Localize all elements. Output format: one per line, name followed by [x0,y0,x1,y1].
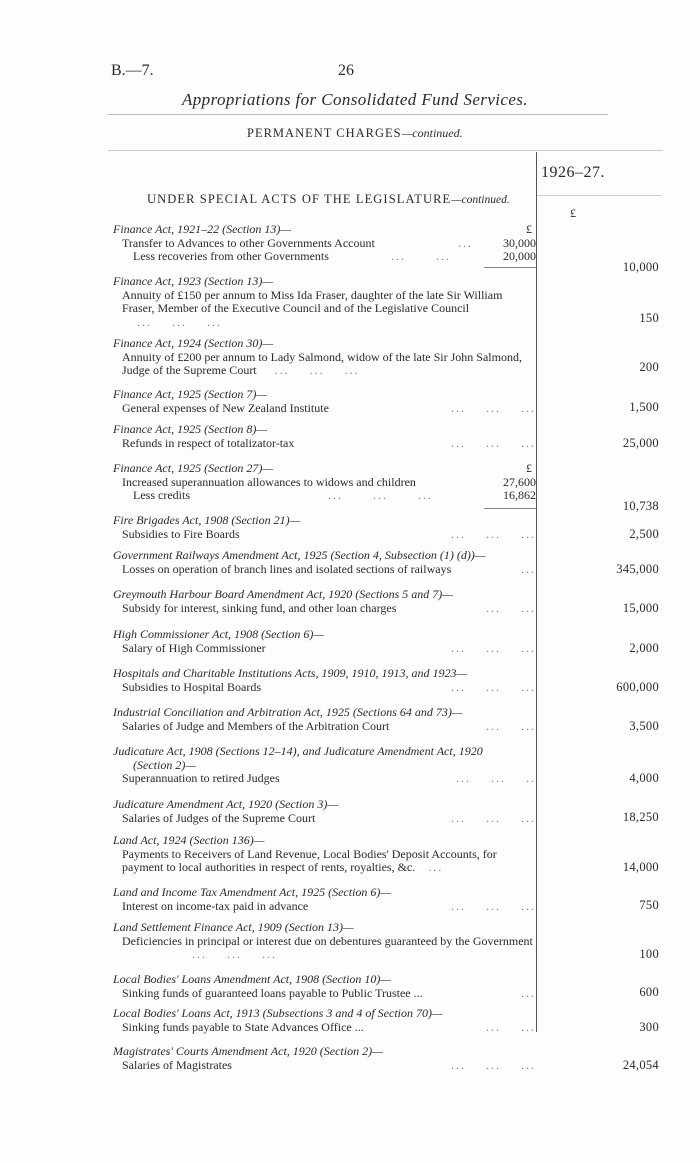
subtitle-text: PERMANENT CHARGES [247,126,402,140]
entry-total: 10,738 [622,499,659,513]
sub-currency-symbol: £ [526,461,532,475]
section-heading [147,192,510,207]
act-title: Government Railways Amendment Act, 1925 (Section 4, Subsection (1) (d))— [113,548,486,562]
entry-description: Refunds in respect of totalizator-tax [122,435,295,450]
entry-total: 600,000 [616,680,659,694]
act-title: High Commissioner Act, 1908 (Section 6)— [113,627,325,641]
appropriation-entry: Land and Income Tax Amendment Act, 1925 (Section 6)— Interest on income-tax paid in advance ... ... ... [113,885,536,913]
entry-description: Salaries of Magistrates [122,1057,232,1072]
appropriation-entry: Magistrates' Courts Amendment Act, 1920 (Section 2)— Salaries of Magistrates ... ... ... [113,1044,536,1072]
entry-total: 15,000 [622,601,659,615]
subtotal-rule [484,508,536,509]
page-subtitle [247,126,463,141]
act-title: Fire Brigades Act, 1908 (Section 21)— [113,513,301,527]
appropriation-entry: Hospitals and Charitable Institutions Acts, 1909, 1910, 1913, and 1923— Subsidies to Hospital Boards ... ... ... [113,666,536,694]
entry-total: 150 [639,311,659,325]
entry-description: Subsidies to Hospital Boards [122,679,262,694]
act-title: Judicature Act, 1908 (Sections 12–14), and Judicature Amendment Act, 1920 [113,744,483,758]
appropriation-entry: Government Railways Amendment Act, 1925 (Section 4, Subsection (1) (d))— Losses on operation of branch lines and isolated sections of railways ... [113,548,536,576]
sub-currency-symbol: £ [526,222,532,236]
entry-total: 345,000 [616,562,659,576]
year-rule [537,195,662,196]
appropriation-entry: Finance Act, 1925 (Section 7)— General expenses of New Zealand Institute ... ... ... [113,387,536,415]
act-title: Finance Act, 1921–22 (Section 13)— [113,222,292,236]
appropriation-entry: Judicature Amendment Act, 1920 (Section 3)— Salaries of Judges of the Supreme Court ... ... ... [113,797,536,825]
entry-total: 10,000 [622,260,659,274]
subtitle-continued: —continued. [401,126,463,140]
appropriation-entry: Land Act, 1924 (Section 136)— Payments to Receivers of Land Revenue, Local Bodies' Deposit Accounts, for payment to local authorities in respect of rents, royalties, &c. ... [113,833,497,875]
appropriation-entry: Finance Act, 1925 (Section 8)— Refunds in respect of totalizator-tax ... ... ... [113,422,536,450]
entry-total: 4,000 [629,771,659,785]
entry-description: Salaries of Judges of the Supreme Court [122,810,316,825]
appropriation-entry: Finance Act, 1925 (Section 27)— £ Increased superannuation allowances to widows and children 27,600 Less credits ... ... ... 16,862 [113,462,536,503]
entry-description: Deficiencies in principal or interest due on debentures guaranteed by the Government [122,933,533,948]
currency-symbol: £ [570,206,576,220]
entry-line: Less recoveries from other Governments [133,249,329,264]
document-id: B.—7. [111,62,154,79]
appropriation-entry: High Commissioner Act, 1908 (Section 6)— Salary of High Commissioner ... ... ... [113,627,536,655]
act-title: Judicature Amendment Act, 1920 (Section 3)— [113,797,339,811]
entry-total: 2,000 [629,641,659,655]
entry-total: 100 [639,947,659,961]
act-title: Magistrates' Courts Amendment Act, 1920 (Section 2)— [113,1044,383,1058]
entry-line: Transfer to Advances to other Governments Account [122,235,375,250]
entry-description: Subsidy for interest, sinking fund, and other loan charges [122,600,397,615]
subtotal-rule [484,267,536,268]
entry-total: 18,250 [622,810,659,824]
entry-line: Less credits [133,488,190,503]
section-text: UNDER SPECIAL ACTS OF THE LEGISLATURE [147,192,452,206]
subtitle-rule [108,150,663,151]
section-continued: —continued. [451,194,510,206]
entry-total: 25,000 [622,436,659,450]
entry-description: Annuity of £150 per annum to Miss Ida Fraser, daughter of the late Sir William Fraser, Member of the Executive Council and of the Legislative Council [122,287,503,316]
act-title: Finance Act, 1925 (Section 8)— [113,422,268,436]
entry-description: Subsidies to Fire Boards [122,526,240,541]
appropriation-entry: Finance Act, 1923 (Section 13)— Annuity of £150 per annum to Miss Ida Fraser, daughter of the late Sir William Fraser, Member of the Executive Council and of the Legislative Council ... ... ... [113,274,503,329]
entry-line: Increased superannuation allowances to widows and children [122,474,416,489]
entry-total: 750 [639,898,659,912]
entry-total: 3,500 [629,719,659,733]
entry-description: General expenses of New Zealand Institute [122,400,329,415]
act-title: Land Act, 1924 (Section 136)— [113,833,265,847]
appropriation-entry: Land Settlement Finance Act, 1909 (Section 13)— Deficiencies in principal or interest due on debentures guaranteed by the Government ... ... ... [113,920,533,962]
year-column-header: 1926–27. [541,164,605,181]
sub-amount: 30,000 [503,235,536,250]
entry-description: Sinking funds of guaranteed loans payable to Public Trustee ... [122,985,423,1000]
entry-total: 24,054 [622,1058,659,1072]
entry-total: 300 [639,1020,659,1034]
entry-description: Interest on income-tax paid in advance [122,898,309,913]
act-title: Finance Act, 1924 (Section 30)— [113,336,274,350]
entry-description: Annuity of £200 per annum to Lady Salmond, widow of the late Sir John Salmond, Judge of the Supreme Court [122,349,522,378]
entry-total: 2,500 [629,527,659,541]
appropriation-entry: Local Bodies' Loans Act, 1913 (Subsections 3 and 4 of Section 70)— Sinking funds payable to State Advances Office ... ... ... [113,1006,536,1034]
page-number: 26 [338,62,354,79]
entry-total: 14,000 [622,860,659,874]
entry-total: 1,500 [629,400,659,414]
appropriation-entry: Local Bodies' Loans Amendment Act, 1908 (Section 10)— Sinking funds of guaranteed loans payable to Public Trustee ... ... [113,972,536,1000]
entry-description: Superannuation to retired Judges [122,771,280,786]
act-title: Local Bodies' Loans Act, 1913 (Subsections 3 and 4 of Section 70)— [113,1006,443,1020]
act-title: Land Settlement Finance Act, 1909 (Section 13)— [113,920,354,934]
act-title: Hospitals and Charitable Institutions Acts, 1909, 1910, 1913, and 1923— [113,666,468,680]
page-title: Appropriations for Consolidated Fund Services. [182,90,528,109]
appropriation-entry: Greymouth Harbour Board Amendment Act, 1920 (Sections 5 and 7)— Subsidy for interest, sinking fund, and other loan charges ... ... [113,587,536,615]
appropriation-entry: Fire Brigades Act, 1908 (Section 21)— Subsidies to Fire Boards ... ... ... [113,513,536,541]
act-title: Industrial Conciliation and Arbitration Act, 1925 (Sections 64 and 73)— [113,705,463,719]
entry-total: 600 [639,985,659,999]
act-title: Land and Income Tax Amendment Act, 1925 (Section 6)— [113,885,392,899]
appropriation-entry: Finance Act, 1924 (Section 30)— Annuity of £200 per annum to Lady Salmond, widow of the late Sir John Salmond, Judge of the Supreme Court ... ... ... [113,336,522,378]
column-divider [536,152,537,1032]
entry-description: Salaries of Judge and Members of the Arbitration Court [122,718,390,733]
sub-amount: 20,000 [503,249,536,264]
entry-description: Payments to Receivers of Land Revenue, Local Bodies' Deposit Accounts, for payment to local authorities in respect of rents, royalties, &c. [122,846,497,875]
sub-amount: 16,862 [503,488,536,503]
entry-description: Salary of High Commissioner [122,640,266,655]
title-rule [108,114,608,115]
appropriation-entry: Judicature Act, 1908 (Sections 12–14), and Judicature Amendment Act, 1920 (Section 2)— Superannuation to retired Judges ... ... .. [113,744,536,786]
act-title: Finance Act, 1925 (Section 27)— [113,461,274,475]
entry-description: Sinking funds payable to State Advances Office ... [122,1019,364,1034]
act-title: Finance Act, 1923 (Section 13)— [113,274,274,288]
act-title: Greymouth Harbour Board Amendment Act, 1920 (Sections 5 and 7)— [113,587,453,601]
sub-amount: 27,600 [503,474,536,489]
appropriation-entry: Industrial Conciliation and Arbitration Act, 1925 (Sections 64 and 73)— Salaries of Judge and Members of the Arbitration Court ... ... [113,705,536,733]
act-title: Local Bodies' Loans Amendment Act, 1908 (Section 10)— [113,972,392,986]
act-title-continued: (Section 2)— [133,757,196,772]
entry-description: Losses on operation of branch lines and isolated sections of railways [122,561,452,576]
entry-total: 200 [639,360,659,374]
appropriation-entry: Finance Act, 1921–22 (Section 13)— £ Transfer to Advances to other Governments Account ... 30,000 Less recoveries from other Governments ... ... 20,000 [113,223,536,264]
act-title: Finance Act, 1925 (Section 7)— [113,387,268,401]
